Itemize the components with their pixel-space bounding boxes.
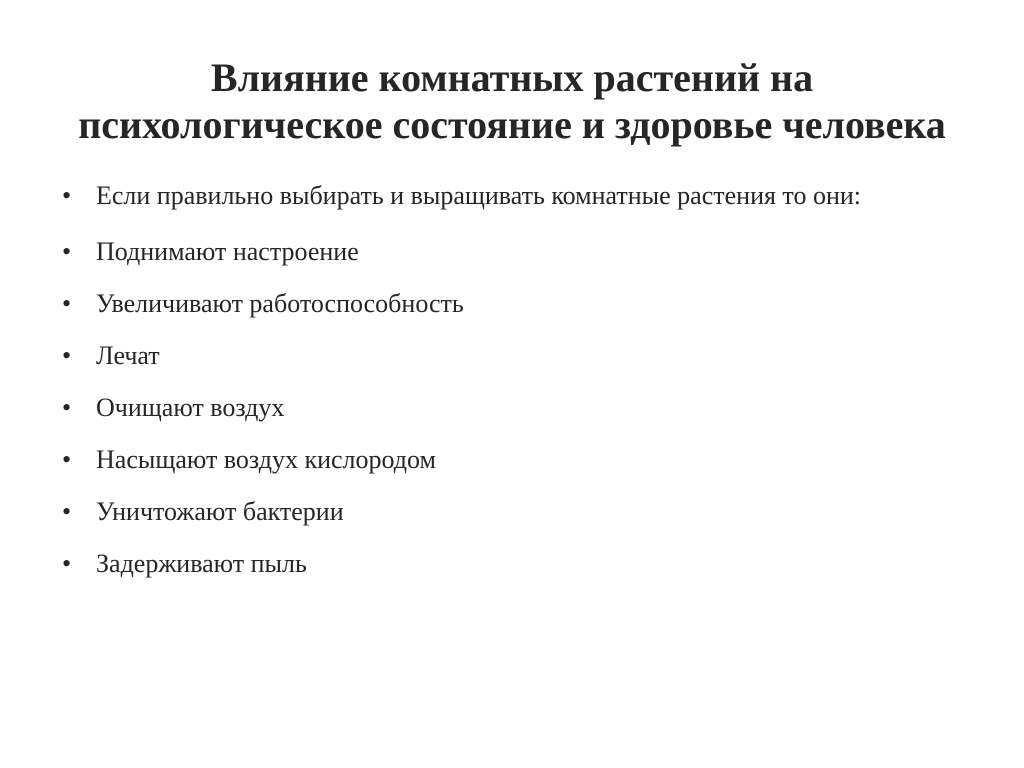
bullet-item bbox=[62, 497, 962, 527]
bullet-dot-icon: • bbox=[62, 289, 72, 318]
bullet-dot-icon: • bbox=[62, 237, 72, 266]
bullet-text: Уничтожают бактерии bbox=[96, 497, 344, 526]
title-line-2: психологическое состояние и здоровье человека bbox=[78, 102, 946, 147]
bullet-text: Поднимают настроение bbox=[96, 237, 359, 266]
bullet-item bbox=[62, 237, 962, 267]
bullet-text: Увеличивают работоспособность bbox=[96, 289, 464, 318]
bullet-item bbox=[62, 549, 962, 579]
bullet-text: Если правильно выбирать и выращивать комнатные растения то они: bbox=[96, 181, 862, 210]
bullet-text: Лечат bbox=[96, 341, 160, 370]
bullet-text: Насыщают воздух кислородом bbox=[96, 445, 436, 474]
bullet-item bbox=[62, 341, 962, 371]
bullet-dot-icon: • bbox=[62, 181, 72, 210]
bullet-dot-icon: • bbox=[62, 341, 72, 370]
bullet-item bbox=[62, 445, 962, 475]
bullet-item bbox=[62, 181, 962, 211]
bullet-text: Очищают воздух bbox=[96, 393, 285, 422]
bullet-dot-icon: • bbox=[62, 393, 72, 422]
bullet-list bbox=[62, 181, 962, 601]
bullet-item bbox=[62, 289, 962, 319]
slide-title bbox=[40, 54, 984, 148]
bullet-item bbox=[62, 393, 962, 423]
bullet-dot-icon: • bbox=[62, 549, 72, 578]
bullet-text: Задерживают пыль bbox=[96, 549, 307, 578]
bullet-dot-icon: • bbox=[62, 497, 72, 526]
bullet-dot-icon: • bbox=[62, 445, 72, 474]
title-line-1: Влияние комнатных растений на bbox=[210, 55, 814, 100]
